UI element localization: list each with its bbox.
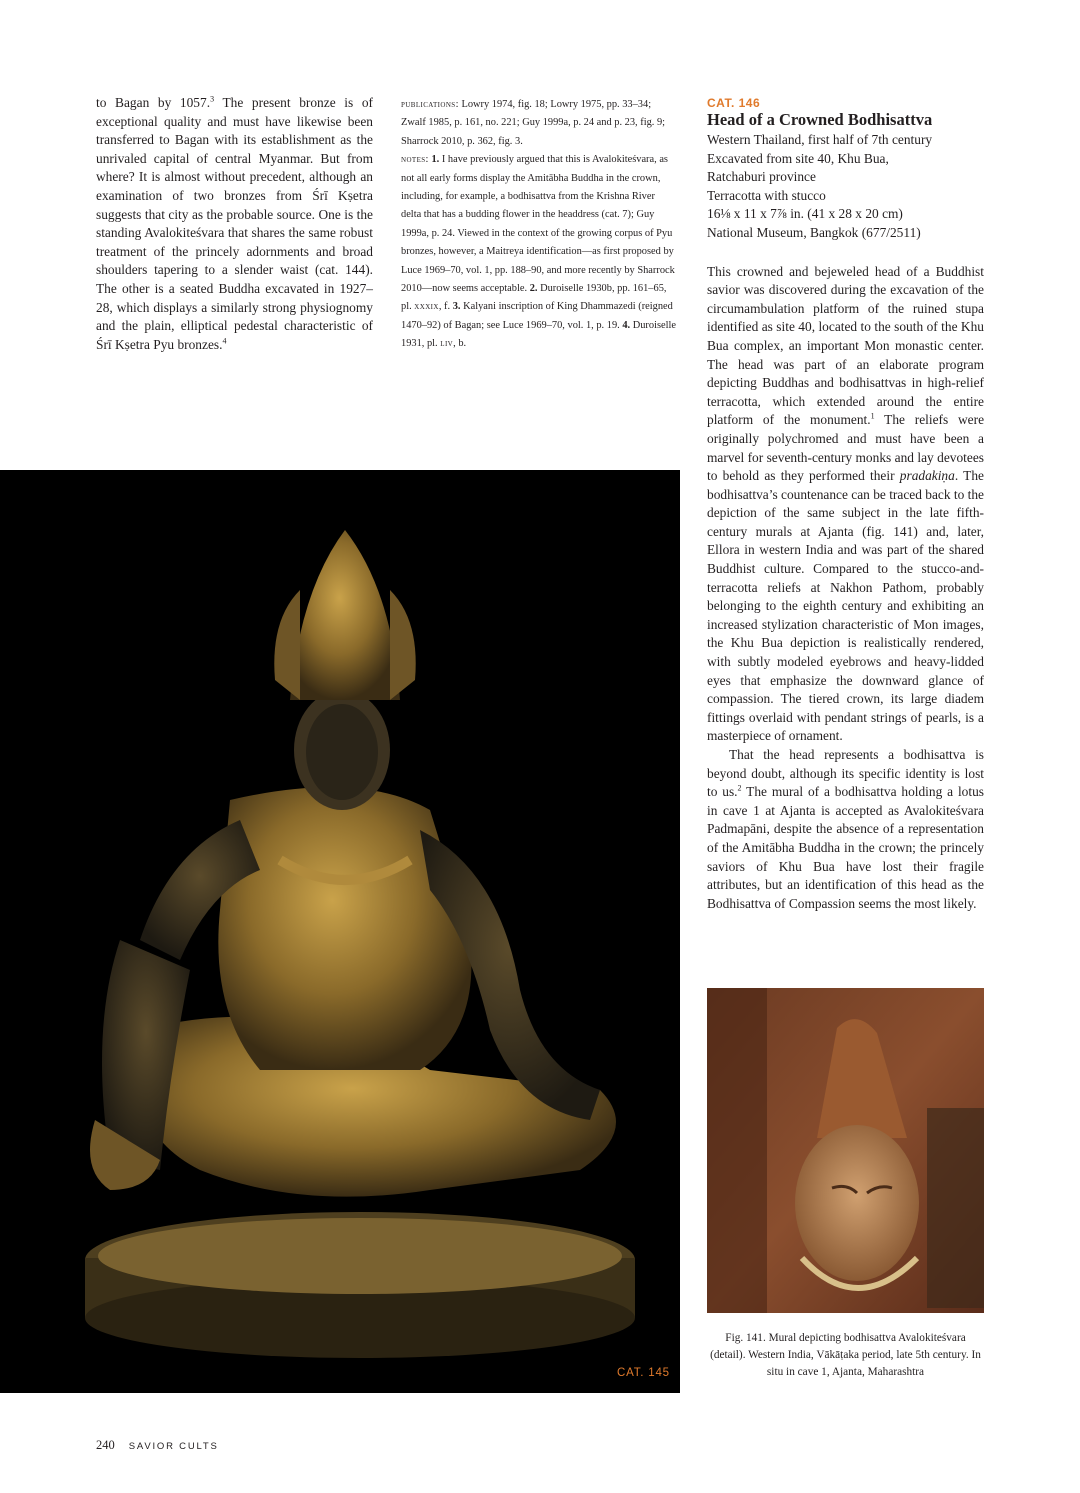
body-column-left xyxy=(96,94,373,354)
meta-line: 16⅛ x 11 x 7⅞ in. (41 x 28 x 20 cm) xyxy=(707,206,903,222)
note-text: , b. xyxy=(453,338,467,350)
note-number: 1. xyxy=(431,154,440,166)
cat-metadata xyxy=(707,131,984,243)
note-number: 4. xyxy=(622,319,631,331)
footnote-ref: 3 xyxy=(210,94,215,104)
meta-line: Western Thailand, first half of 7th century xyxy=(707,132,933,147)
footnote-ref: 2 xyxy=(737,783,742,793)
note-text: liv xyxy=(440,338,454,350)
meta-line: Ratchaburi province xyxy=(707,169,816,185)
section-title: SAVIOR CULTS xyxy=(128,1441,219,1452)
notes-label: notes: xyxy=(401,154,429,166)
note-text: I have previously argued that this is Avalokiteśvara, as not all early forms display the Amitābha Buddha in the crown, including, for example, a bodhisattva from the Krishna River delta that has a budding flower in the headdress (cat. 7); Guy 1999a, p. 24. Viewed in the context of the growing corpus of Pyu bronzes, however, a Maitreya identification—as first proposed by Luce 1969–70, vol. 1, pp. 188–90, and more recently by Sharrock 2010—now seems acceptable. xyxy=(401,154,675,295)
bronze-figure-illustration xyxy=(0,470,680,1393)
ajanta-mural-photo xyxy=(707,988,984,1313)
text-run: to Bagan by 1057. xyxy=(96,95,211,110)
cat-145-label: CAT. 145 xyxy=(617,1367,670,1379)
cat-label: CAT. 146 xyxy=(707,96,761,110)
note-number: 2. xyxy=(529,283,538,295)
footnote-ref: 4 xyxy=(222,336,227,346)
meta-line: Excavated from site 40, Khu Bua, xyxy=(707,150,889,166)
text-run: That the head represents a bodhisattva is beyond doubt, although its specific identity is lost to us. xyxy=(707,747,984,800)
notes-column xyxy=(401,96,677,354)
note-text: xxxix xyxy=(414,301,439,313)
catalogue-column xyxy=(707,96,984,913)
figure-141-caption: Fig. 141. Mural depicting bodhisattva Avalokiteśvara (detail). Western India, Vākāṭaka period, late 5th century. In situ in cave 1, Ajanta, Maharashtra xyxy=(710,1332,981,1378)
bronze-bodhisattva-photo xyxy=(0,470,680,1393)
note-text: Kalyani inscription of King Dhammazedi (reigned 1470–92) of Bagan; see Luce 1969–70, vol. 1, p. 19. xyxy=(401,301,673,331)
text-run: This crowned and bejeweled head of a Buddhist savior was discovered during the excavation of the circumambulation platform of the ruined stupa identified as site 40, located to the south of the Khu Bua complex, an important Mon monastic center. The head was part of an elaborate program depicting Buddhas and bodhisattvas in high-relief terracotta, which extended around the entire platform of the monument. xyxy=(707,263,984,428)
italic-term: pradakiṇa xyxy=(899,468,955,484)
note-text: , f. xyxy=(438,301,453,313)
mural-illustration xyxy=(707,988,984,1313)
cat-title: Head of a Crowned Bodhisattva xyxy=(707,110,933,129)
text-run: The mural of a bodhisattva holding a lotus in cave 1 at Ajanta is accepted as Avalokiteśvara Padmapāni, despite the absence of a representation of the Amitābha Buddha in the crown; the princely saviors of Khu Bua have lost their fragile attributes, but an identification of this head as the Bodhisattva of Compassion seems the most likely. xyxy=(707,784,984,911)
footnote-ref: 1 xyxy=(870,411,875,421)
meta-line: National Museum, Bangkok (677/2511) xyxy=(707,224,921,240)
text-run: . The bodhisattva’s countenance can be traced back to the depiction of the same subject in the late fifth-century murals at Ajanta (fig. 141) and, later, Ellora in western India and was part of the shared Buddhist culture. Compared to the stucco-and-terracotta reliefs at Nakhon Pathom, probably belonging to the eighth century and exhibiting an increased stylization characteristic of Mon images, the Khu Bua depiction is realistically rendered, with subtly modeled eyebrows and heavy-lidded eyes that emphasize the downward glance of compassion. The tiered crown, its large diadem fittings overlaid with pendant strings of pearls, is a masterpiece of ornament. xyxy=(707,468,984,744)
note-number: 3. xyxy=(452,301,461,313)
paragraph xyxy=(707,746,984,913)
page-footer xyxy=(96,1438,219,1453)
note-text: Duroiselle 1930b, pp. 161–65, pl. xyxy=(401,283,667,313)
meta-line: Terracotta with stucco xyxy=(707,187,826,203)
page-number: 240 xyxy=(96,1438,115,1452)
text-run: The present bronze is of exceptional quality and must have likewise been transferred to Bagan with its establishment as the unrivaled capital of central Myanmar. But from where? It is almost without precedent, although an examination of two bronzes from Śrī Kṣetra suggests that city as the probable source. One is the standing Avalokiteśvara that shares the same robust treatment of the princely adornments and broad shoulders tapering to a slender waist (cat. 144). The other is a seated Buddha excavated in 1927–28, which displays a similarly strong physiognomy and the plain, elliptical pedestal characteristic of Śrī Kṣetra Pyu bronzes. xyxy=(96,95,373,352)
note-text: Duroiselle 1931, pl. xyxy=(401,319,677,350)
publications-label: publications: xyxy=(401,99,459,110)
publications-text: Lowry 1974, fig. 18; Lowry 1975, pp. 33–34; Zwalf 1985, p. 161, no. 221; Guy 1999a, p. 24 and p. 23, fig. 9; Sharrock 2010, p. 362, fig. 3. xyxy=(401,99,666,147)
cat-body xyxy=(707,263,984,914)
paragraph xyxy=(707,263,984,746)
text-run: The reliefs were originally polychromed and must have been a marvel for seventh-century monks and lay devotees to behold as they performed their xyxy=(707,412,985,484)
